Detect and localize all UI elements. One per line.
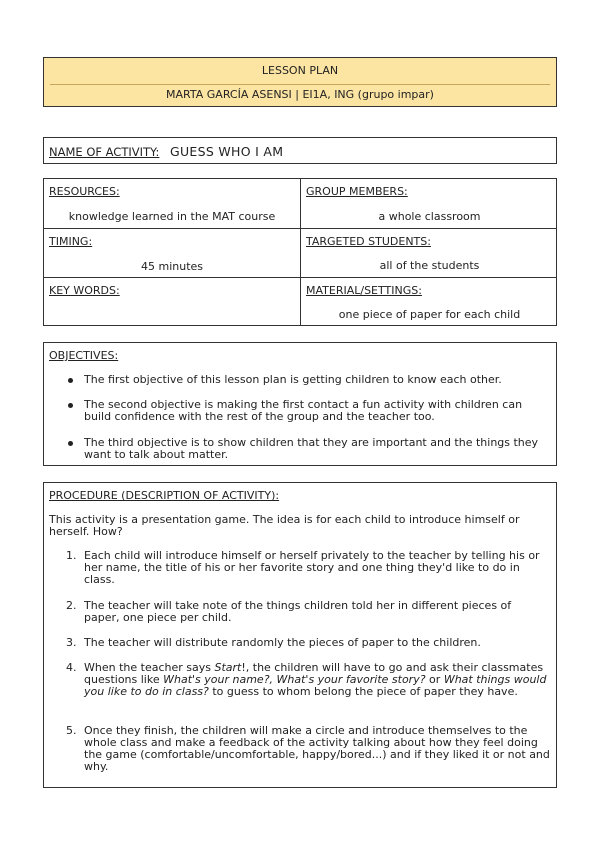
timing-value: 45 minutes (140, 260, 204, 273)
table-row-divider (44, 277, 556, 278)
resources-label: RESOURCES: (49, 185, 120, 198)
material-settings-value: one piece of paper for each child (338, 308, 521, 321)
procedure-step (66, 661, 550, 698)
targeted-students-value: all of the students (379, 259, 480, 272)
step-number: 2. (66, 599, 77, 612)
objective-item: The second objective is making the first contact a fun activity with children can build confidence with the rest of the group and the teacher too. (84, 399, 544, 423)
step-text: Each child will introduce himself or herself privately to the teacher by telling his or her name, the title of his or her favorite story and one thing they'd like to do in class. (84, 549, 540, 586)
procedure-label: PROCEDURE (DESCRIPTION OF ACTIVITY): (49, 489, 280, 502)
step-text: The teacher will take note of the things children told her in different pieces of paper, one piece per child. (84, 599, 512, 624)
objectives-label: OBJECTIVES: (49, 349, 119, 362)
activity-name-box (43, 137, 557, 164)
step-text: Once they finish, the children will make a circle and introduce themselves to the whole class and make a feedback of the activity talking about how they feel doing the game (comfortable/uncomfortable, happy/bored...) and if they liked it or not and why. (84, 724, 550, 773)
header-divider (50, 84, 550, 85)
step-text-italic: Start (214, 661, 242, 674)
step-text: to guess to whom belong the piece of paper they have. (208, 685, 518, 698)
activity-name-value: GUESS WHO I AM (170, 144, 284, 159)
procedure-step (66, 549, 550, 586)
step-text: When the teacher says (84, 661, 215, 674)
step-text: !, the children will have to go and ask their classmates questions like (84, 661, 544, 686)
activity-name-label: NAME OF ACTIVITY: (49, 145, 160, 159)
table-row-divider (44, 228, 556, 229)
procedure-step (66, 724, 550, 773)
step-number: 4. (66, 661, 77, 674)
step-number: 1. (66, 549, 77, 562)
procedure-step (66, 599, 550, 624)
step-number: 3. (66, 636, 77, 649)
material-settings-label: MATERIAL/SETTINGS: (306, 284, 422, 297)
author-line: MARTA GARCÍA ASENSI | EI1A, ING (grupo impar) (166, 88, 434, 101)
step-text-italic: What things would you like to do in class? (84, 673, 547, 698)
table-column-divider (300, 179, 301, 325)
timing-label: TIMING: (49, 235, 93, 248)
procedure-box (43, 482, 557, 788)
objective-item: The third objective is to show children that they are important and the things they want to talk about matter. (84, 437, 544, 461)
procedure-intro: This activity is a presentation game. The idea is for each child to introduce himself or herself. How? (49, 513, 520, 538)
objectives-box (43, 342, 557, 466)
lesson-plan-title: LESSON PLAN (261, 64, 339, 77)
group-members-label: GROUP MEMBERS: (306, 185, 408, 198)
lesson-plan-header (43, 57, 557, 107)
step-text: or (425, 673, 444, 686)
procedure-step (66, 636, 550, 649)
step-text-italic: What's your name?, What's your favorite story? (163, 673, 426, 686)
targeted-students-label: TARGETED STUDENTS: (306, 235, 431, 248)
step-text: The teacher will distribute randomly the pieces of paper to the children. (84, 636, 481, 649)
group-members-value: a whole classroom (378, 210, 481, 223)
step-number: 5. (66, 724, 77, 737)
objective-item: The first objective of this lesson plan is getting children to know each other. (84, 374, 544, 386)
key-words-label: KEY WORDS: (49, 284, 120, 297)
resources-value: knowledge learned in the MAT course (68, 210, 276, 223)
details-table (43, 178, 557, 326)
